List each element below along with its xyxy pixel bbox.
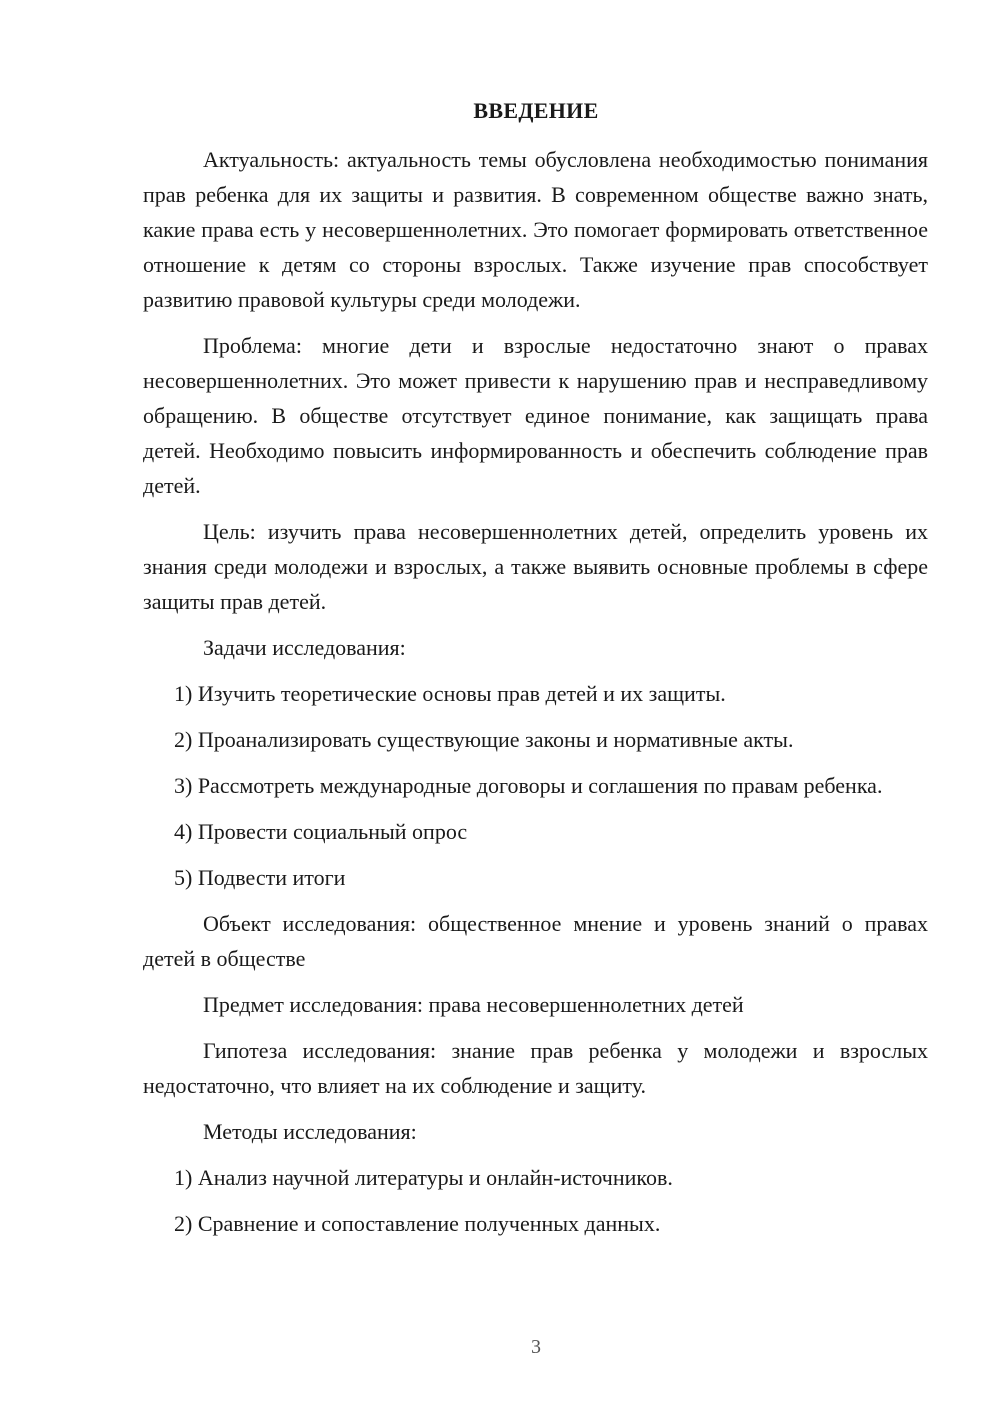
tasks-heading: Задачи исследования: [203, 635, 406, 660]
document-body [143, 142, 928, 1252]
goal-paragraph: Цель: изучить права несовершеннолетних детей, определить уровень их знания среди молодежи и взрослых, а также выявить основные проблемы в сфере защиты прав детей. [143, 519, 928, 614]
hypothesis-paragraph: Гипотеза исследования: знание прав ребенка у молодежи и взрослых недостаточно, что влияет на их соблюдение и защиту. [143, 1038, 928, 1098]
relevance-paragraph: Актуальность: актуальность темы обусловлена необходимостью понимания прав ребенка для их защиты и развития. В современном обществе важно знать, какие права есть у несовершеннолетних. Это помогает формировать ответственное отношение к детям со стороны взрослых. Также изучение прав способствует развитию правовой культуры среди молодежи. [143, 147, 928, 312]
task-item: 1) Изучить теоретические основы прав детей и их защиты. [174, 681, 726, 706]
methods-heading: Методы исследования: [203, 1119, 417, 1144]
page-number: 3 [531, 1336, 541, 1358]
section-title: ВВЕДЕНИЕ [473, 98, 599, 123]
subject-paragraph: Предмет исследования: права несовершеннолетних детей [203, 992, 744, 1017]
task-item: 5) Подвести итоги [174, 865, 346, 890]
task-item: 2) Проанализировать существующие законы и нормативные акты. [174, 727, 794, 752]
task-item: 3) Рассмотреть международные договоры и соглашения по правам ребенка. [174, 773, 883, 798]
method-item: 1) Анализ научной литературы и онлайн-источников. [174, 1165, 673, 1190]
task-item: 4) Провести социальный опрос [174, 819, 468, 844]
object-paragraph: Объект исследования: общественное мнение и уровень знаний о правах детей в обществе [143, 911, 928, 971]
method-item: 2) Сравнение и сопоставление полученных данных. [174, 1211, 661, 1236]
problem-paragraph: Проблема: многие дети и взрослые недостаточно знают о правах несовершеннолетних. Это может привести к нарушению прав и несправедливому обращению. В обществе отсутствует единое понимание, как защищать права детей. Необходимо повысить информированность и обеспечить соблюдение прав детей. [143, 333, 928, 498]
